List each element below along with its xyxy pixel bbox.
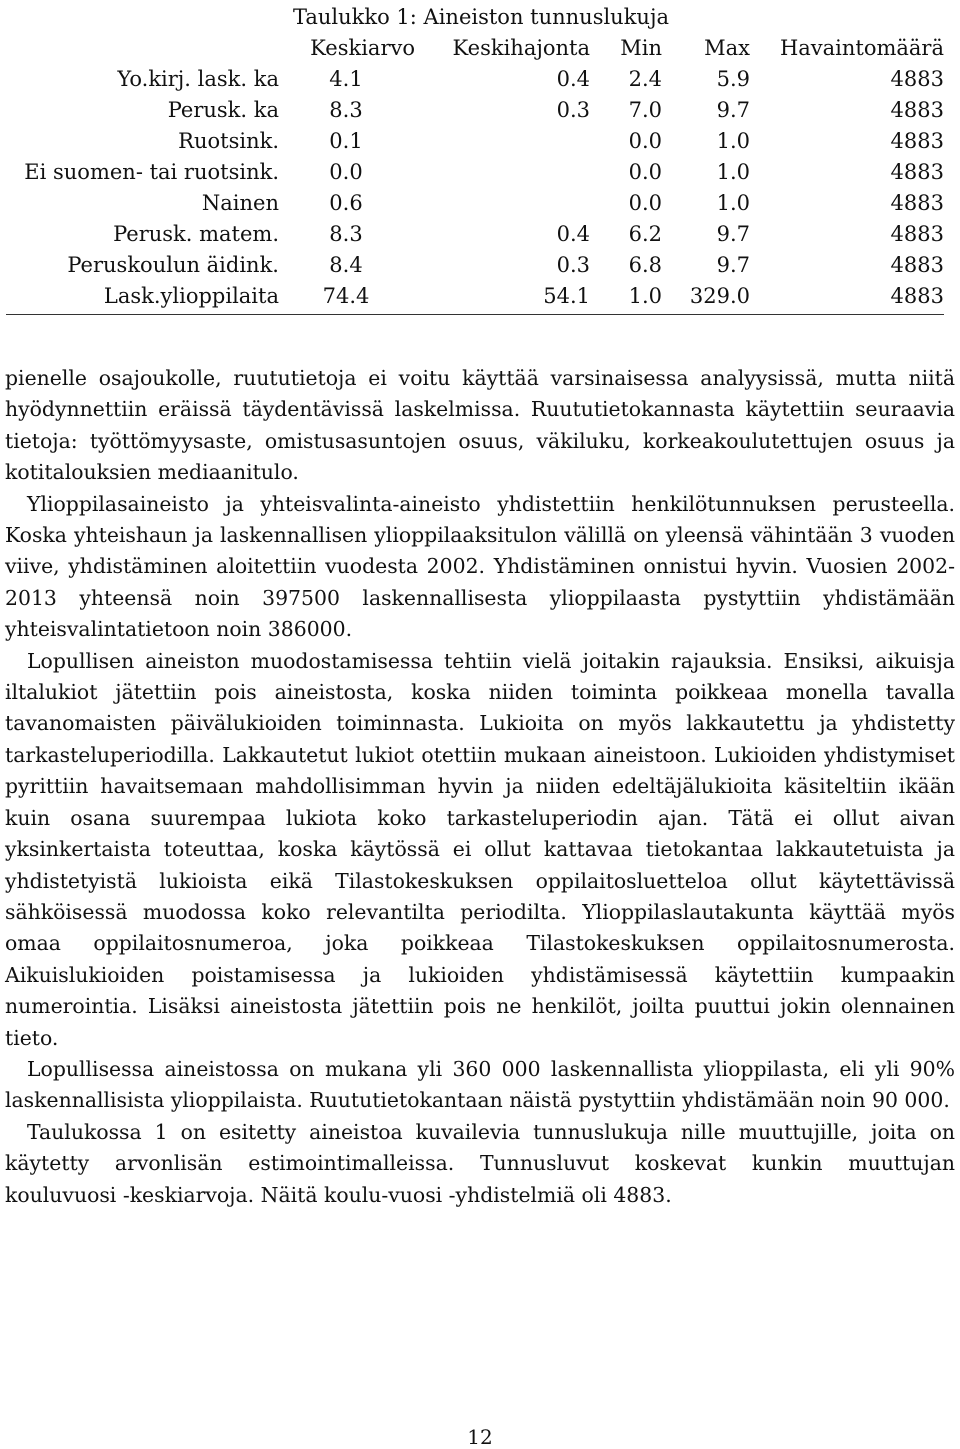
table-cell: 4883 bbox=[890, 222, 944, 246]
table-cell: 54.1 bbox=[415, 281, 590, 315]
table-header-cell: Keskihajonta bbox=[452, 36, 590, 60]
table-row bbox=[6, 157, 944, 188]
row-label: Ei suomen- tai ruotsink. bbox=[24, 160, 279, 184]
table-cell: 8.4 bbox=[329, 253, 363, 277]
table-cell: 1.0 bbox=[590, 281, 662, 315]
table-cell bbox=[415, 188, 590, 219]
paragraph: Taulukossa 1 on esitetty aineistoa kuvailevia tunnuslukuja nille muuttujille, joita on käytetty arvonlisän estimointimalleissa. Tunnusluvut koskevat kunkin muuttujan kouluvuosi -keskiarvoja. Näitä koulu-vuosi -yhdistelmiä oli 4883. bbox=[5, 1119, 955, 1207]
table-cell: 4883 bbox=[890, 129, 944, 153]
table-cell: 4883 bbox=[890, 253, 944, 277]
table-header-cell: Keskiarvo bbox=[310, 36, 415, 60]
table-cell: 6.8 bbox=[628, 253, 662, 277]
table-cell: 0.4 bbox=[556, 222, 590, 246]
body-text bbox=[5, 363, 955, 1211]
table-cell: 8.3 bbox=[329, 98, 363, 122]
table-cell: 0.3 bbox=[556, 253, 590, 277]
table-cell: 4883 bbox=[750, 281, 944, 315]
table-row bbox=[6, 188, 944, 219]
table-cell bbox=[415, 126, 590, 157]
table-cell: 9.7 bbox=[716, 253, 750, 277]
table-cell: 7.0 bbox=[628, 98, 662, 122]
table-cell: 1.0 bbox=[716, 160, 750, 184]
table-header-cell: Max bbox=[704, 36, 750, 60]
paragraph: Lopullisessa aineistossa on mukana yli 360 000 laskennallista ylioppilasta, eli yli 90% laskennallisista ylioppilaista. Ruututietokantaan näistä pystyttiin yhdistämään noin 90 000. bbox=[5, 1056, 955, 1113]
table-row bbox=[6, 219, 944, 250]
table-cell: 4.1 bbox=[329, 67, 363, 91]
table-row bbox=[6, 64, 944, 95]
table-cell: 5.9 bbox=[716, 67, 750, 91]
table-cell: 4883 bbox=[890, 98, 944, 122]
paragraph: Lopullisen aineiston muodostamisessa tehtiin vielä joitakin rajauksia. Ensiksi, aikuisja iltalukiot jätettiin pois aineistosta, koska niiden toiminta poikkeaa monella tavalla tavanomaisten päivälukioiden toiminnasta. Lukioita on myös lakkautettu ja yhdistetty tarkasteluperiodilla. Lakkautetut lukiot otettiin mukaan aineistoon. Lukioiden yhdistymiset pyrittiin havaitsemaan mahdollisimman hyvin ja niiden edeltäjälukioita käsiteltiin ikään kuin osana suurempaa lukiota koko tarkasteluperiodin ajan. Tätä ei ollut aivan yksinkertaista toteuttaa, koska käytössä ei ollut kattavaa tietokantaa lakkautetuista ja yhdistetyistä lukioista eikä Tilastokeskuksen oppilaitosluetteloa ollut käytettävissä sähköisessä muodossa koko relevantilta periodilta. Ylioppilaslautakunta käyttää myös omaa oppilaitosnumeroa, joka poikkeaa Tilastokeskuksen oppilaitosnumerosta. Aikuislukioiden poistamisessa ja lukioiden yhdistämisessä käytettiin kumpaakin numerointia. Lisäksi aineistosta jätettiin pois ne henkilöt, joilta puuttui jokin olennainen tieto. bbox=[5, 648, 955, 1050]
table-cell: 74.4 bbox=[291, 281, 415, 315]
table-cell: 0.1 bbox=[329, 129, 363, 153]
table-cell: 0.0 bbox=[628, 160, 662, 184]
table-row bbox=[6, 95, 944, 126]
table-row bbox=[6, 250, 944, 281]
table-cell: 4883 bbox=[890, 67, 944, 91]
table-cell: 9.7 bbox=[716, 98, 750, 122]
table-header-row bbox=[6, 33, 944, 64]
table-cell: 0.3 bbox=[556, 98, 590, 122]
table-header-cell: Min bbox=[620, 36, 662, 60]
table-header-cell bbox=[6, 33, 291, 64]
row-label: Perusk. ka bbox=[167, 98, 279, 122]
table-cell: 6.2 bbox=[628, 222, 662, 246]
table-caption: Taulukko 1: Aineiston tunnuslukuja bbox=[293, 5, 669, 29]
table-cell: 329.0 bbox=[662, 281, 750, 315]
table-row bbox=[6, 281, 944, 315]
row-label: Nainen bbox=[201, 191, 279, 215]
row-label: Yo.kirj. lask. ka bbox=[117, 67, 279, 91]
table-cell: 0.4 bbox=[556, 67, 590, 91]
paragraph: Ylioppilasaineisto ja yhteisvalinta-aineisto yhdistettiin henkilötunnuksen perusteella. Koska yhteishaun ja laskennallisen ylioppilaaksitulon välillä on yleensä vähintään 3 vuoden viive, yhdistäminen aloitettiin vuodesta 2002. Yhdistäminen onnistui hyvin. Vuosien 2002-2013 yhteensä noin 397500 laskennallisesta ylioppilaasta pystyttiin yhdistämään yhteisvalintatietoon noin 386000. bbox=[5, 491, 955, 642]
table-cell: 0.0 bbox=[628, 129, 662, 153]
table-cell: 4883 bbox=[890, 191, 944, 215]
table-cell: 0.0 bbox=[628, 191, 662, 215]
row-label: Ruotsink. bbox=[178, 129, 279, 153]
table-cell: 8.3 bbox=[329, 222, 363, 246]
table-cell bbox=[415, 157, 590, 188]
row-label: Perusk. matem. bbox=[113, 222, 279, 246]
table-row bbox=[6, 126, 944, 157]
table-cell: 9.7 bbox=[716, 222, 750, 246]
statistics-table bbox=[6, 33, 944, 315]
table-cell: 1.0 bbox=[716, 129, 750, 153]
page-number: 12 bbox=[467, 1425, 493, 1449]
paragraph: pienelle osajoukolle, ruututietoja ei voitu käyttää varsinaisessa analyysissä, mutta niitä hyödynnettiin eräissä täydentävissä laskelmissa. Ruututietokannasta käytettiin seuraavia tietoja: työttömyysaste, omistusasuntojen osuus, väkiluku, korkeakoulutettujen osuus ja kotitalouksien mediaanitulo. bbox=[5, 366, 955, 485]
table-header-cell: Havaintomäärä bbox=[779, 36, 944, 60]
table-cell: 1.0 bbox=[716, 191, 750, 215]
table-cell: 0.6 bbox=[329, 191, 363, 215]
row-label: Lask.ylioppilaita bbox=[6, 281, 291, 315]
table-cell: 2.4 bbox=[628, 67, 662, 91]
table-cell: 0.0 bbox=[329, 160, 363, 184]
row-label: Peruskoulun äidink. bbox=[67, 253, 279, 277]
table-cell: 4883 bbox=[890, 160, 944, 184]
